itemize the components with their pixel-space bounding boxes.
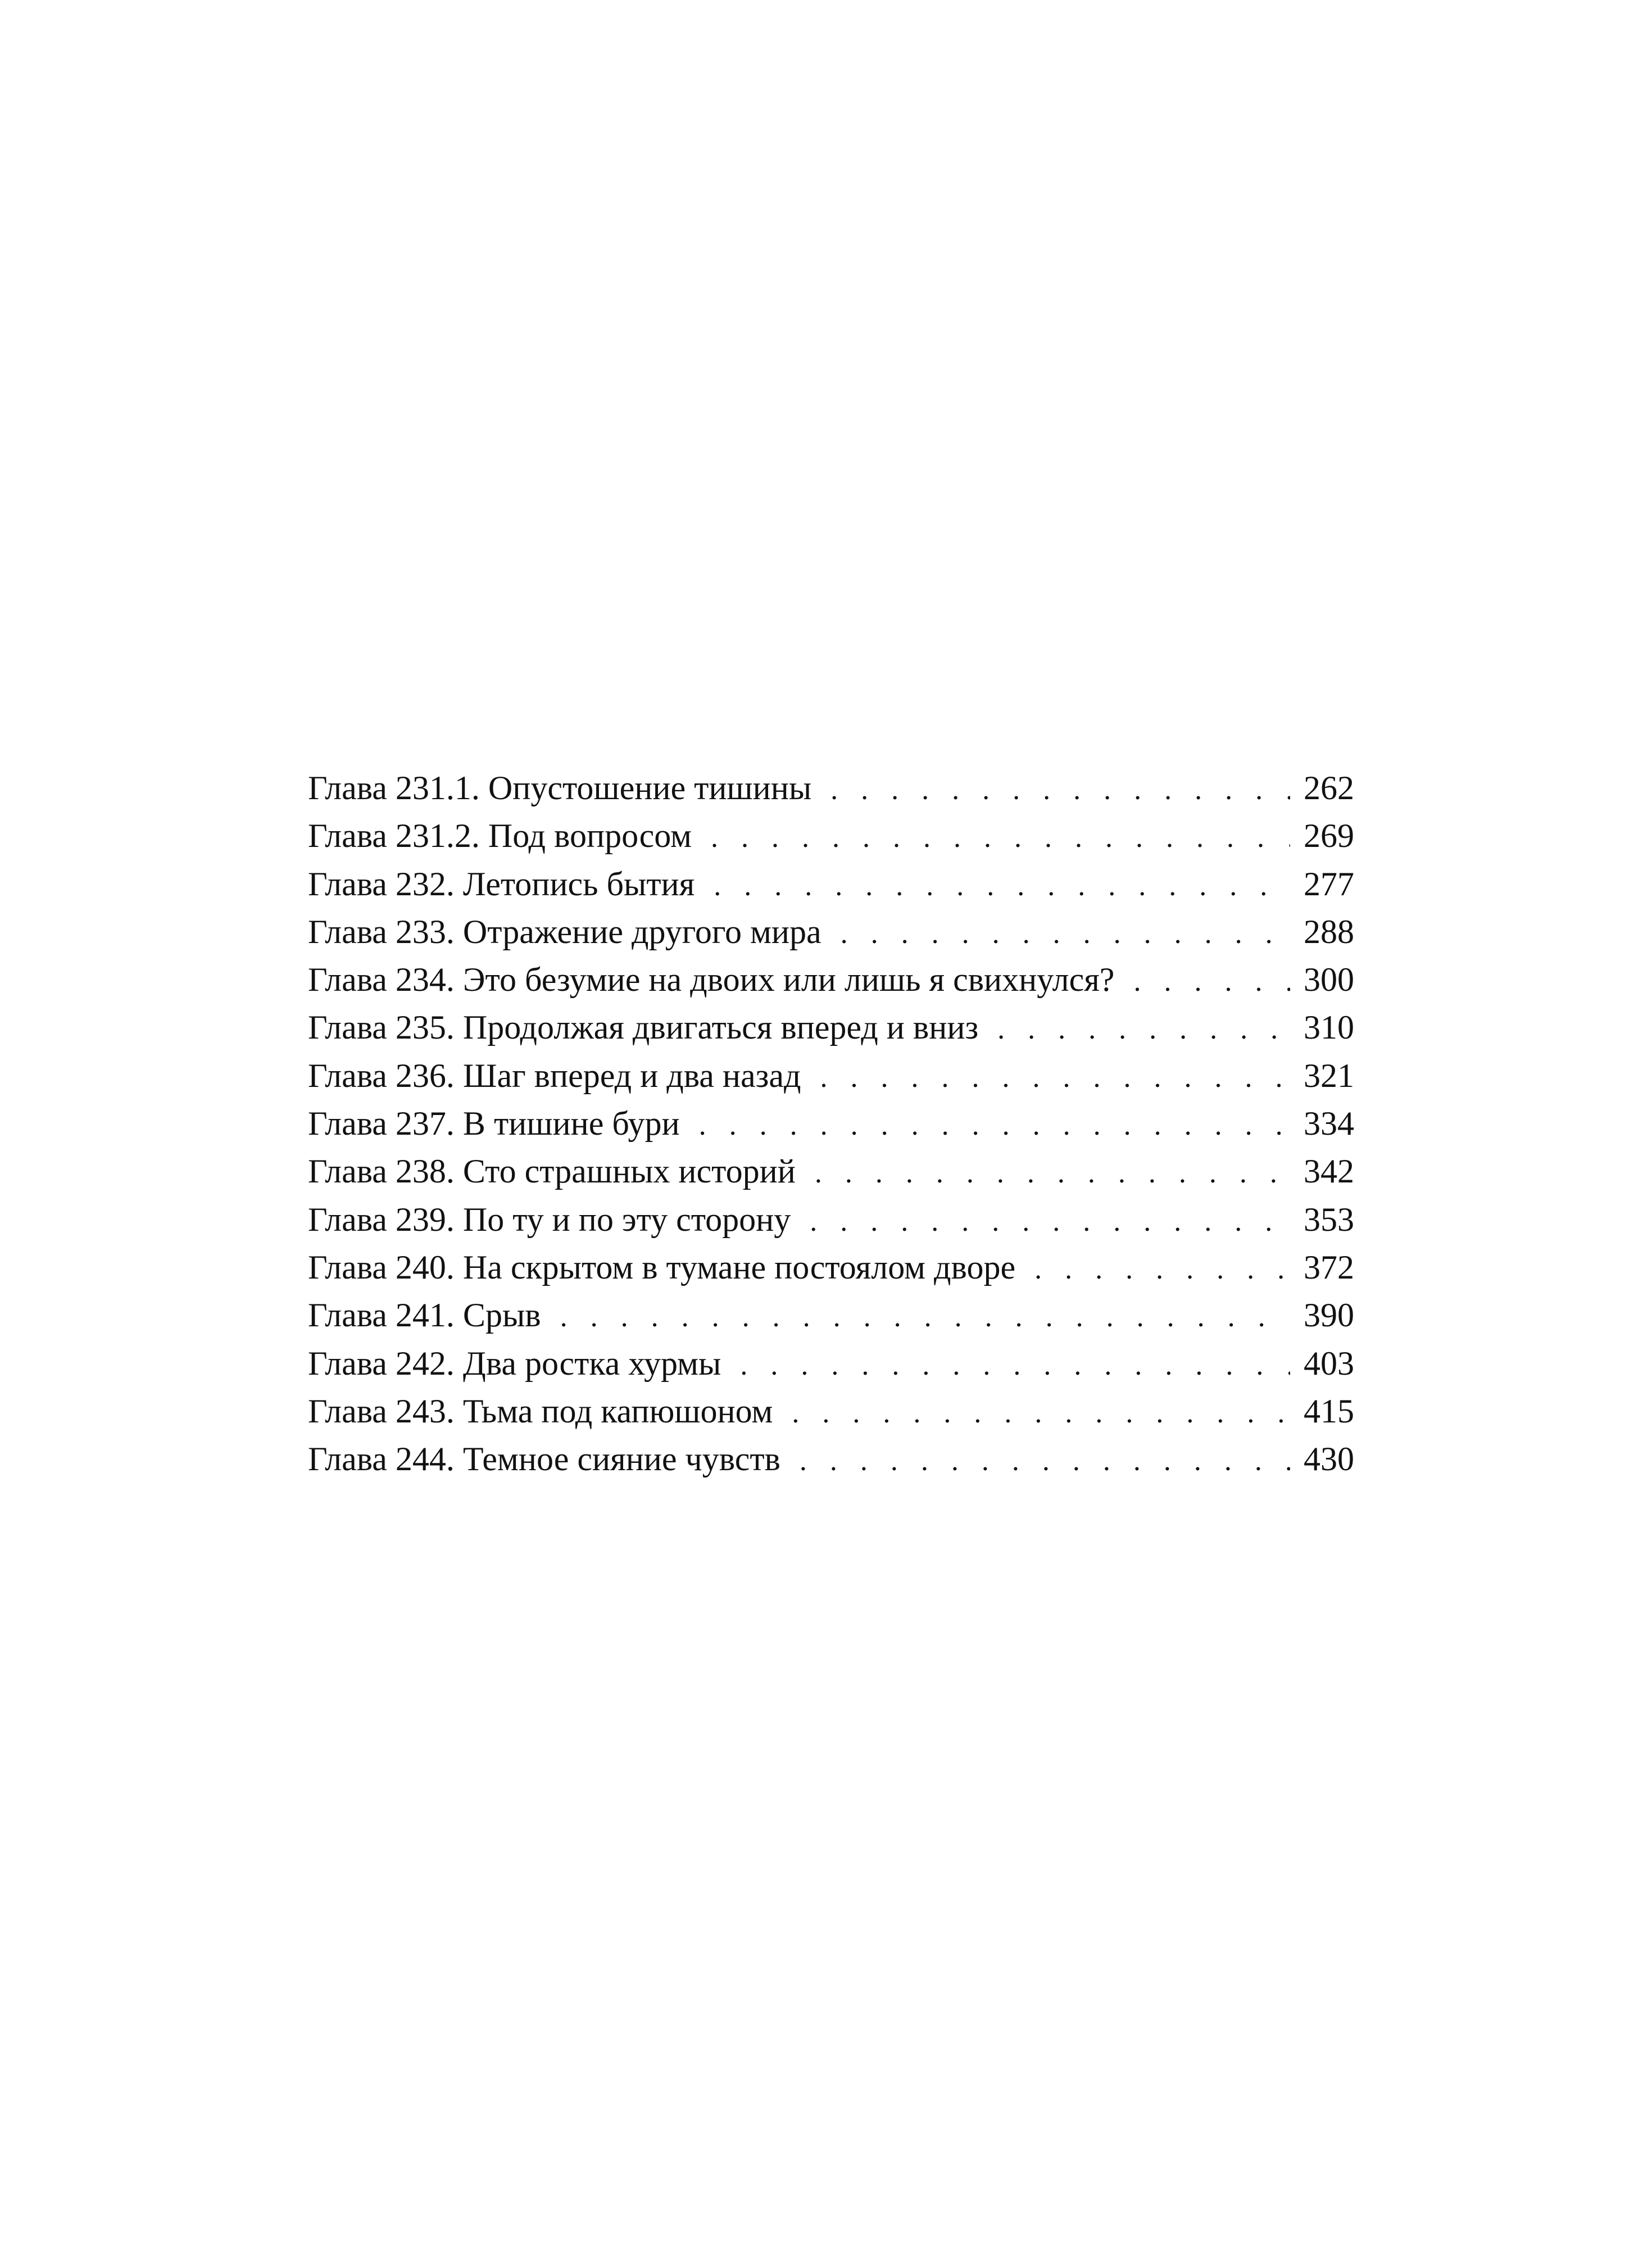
- toc-dot-leader: [1034, 1245, 1290, 1293]
- toc-entry-page: 372: [1304, 1248, 1354, 1286]
- toc-entry: [308, 1052, 1354, 1100]
- toc-entry: [308, 812, 1354, 860]
- toc-entry-page: 262: [1304, 769, 1354, 806]
- toc-dot-leader: [820, 1054, 1290, 1102]
- toc-entry-page: 415: [1304, 1392, 1354, 1430]
- toc-dot-leader: [711, 814, 1290, 862]
- toc-entry-title: Глава 232. Летопись бытия: [308, 865, 695, 903]
- toc-dot-leader: [815, 1149, 1290, 1197]
- toc-dot-leader: [699, 1102, 1290, 1149]
- toc-entry-title: Глава 236. Шаг вперед и два назад: [308, 1057, 801, 1094]
- toc-entry-title: Глава 231.1. Опустошение тишины: [308, 769, 812, 806]
- toc-entry-title: Глава 233. Отражение другого мира: [308, 913, 822, 950]
- toc-entry-title: Глава 240. На скрытом в тумане постоялом дворе: [308, 1248, 1016, 1286]
- toc-entry-page: 300: [1304, 961, 1354, 999]
- toc-entry-page: 353: [1304, 1200, 1354, 1238]
- toc-entry-title: Глава 237. В тишине бури: [308, 1105, 680, 1143]
- toc-entry-page: 288: [1304, 913, 1354, 950]
- toc-entry-page: 321: [1304, 1057, 1354, 1094]
- toc-entry-title: Глава 242. Два ростка хурмы: [308, 1344, 721, 1382]
- toc-entry-page: 342: [1304, 1153, 1354, 1190]
- toc-dot-leader: [997, 1005, 1290, 1053]
- toc-entry: [308, 956, 1354, 1004]
- table-of-contents: [308, 764, 1354, 1483]
- toc-entry-page: 403: [1304, 1344, 1354, 1382]
- toc-entry: [308, 1340, 1354, 1388]
- toc-entry: [308, 1244, 1354, 1291]
- toc-entry-page: 310: [1304, 1009, 1354, 1046]
- toc-entry: [308, 1388, 1354, 1435]
- toc-entry: [308, 1196, 1354, 1244]
- toc-dot-leader: [792, 1389, 1290, 1437]
- toc-dot-leader: [560, 1293, 1290, 1341]
- toc-entry-title: Глава 239. По ту и по эту сторону: [308, 1200, 791, 1238]
- toc-entry-title: Глава 238. Сто страшных историй: [308, 1153, 796, 1190]
- toc-entry-page: 430: [1304, 1440, 1354, 1478]
- toc-dot-leader: [1133, 958, 1290, 1005]
- toc-entry: [308, 1004, 1354, 1052]
- toc-entry-page: 277: [1304, 865, 1354, 903]
- toc-dot-leader: [841, 910, 1290, 958]
- toc-dot-leader: [800, 1437, 1290, 1485]
- toc-entry-title: Глава 234. Это безумие на двоих или лишь я свихнулся?: [308, 961, 1115, 999]
- toc-entry-title: Глава 243. Тьма под капюшоном: [308, 1392, 773, 1430]
- toc-entry: [308, 1148, 1354, 1195]
- toc-entry-title: Глава 235. Продолжая двигаться вперед и вниз: [308, 1009, 979, 1046]
- toc-entry-title: Глава 241. Срыв: [308, 1297, 541, 1334]
- toc-entry-page: 269: [1304, 817, 1354, 855]
- toc-entry: [308, 764, 1354, 812]
- toc-entry-title: Глава 231.2. Под вопросом: [308, 817, 692, 855]
- toc-entry: [308, 860, 1354, 908]
- toc-entry: [308, 1435, 1354, 1483]
- toc-entry-title: Глава 244. Темное сияние чувств: [308, 1440, 780, 1478]
- toc-entry: [308, 1291, 1354, 1339]
- toc-dot-leader: [714, 862, 1290, 910]
- toc-dot-leader: [740, 1341, 1290, 1389]
- toc-entry: [308, 1100, 1354, 1148]
- toc-dot-leader: [810, 1198, 1290, 1245]
- toc-dot-leader: [830, 766, 1290, 814]
- toc-entry-page: 334: [1304, 1105, 1354, 1143]
- toc-entry-page: 390: [1304, 1297, 1354, 1334]
- toc-entry: [308, 908, 1354, 956]
